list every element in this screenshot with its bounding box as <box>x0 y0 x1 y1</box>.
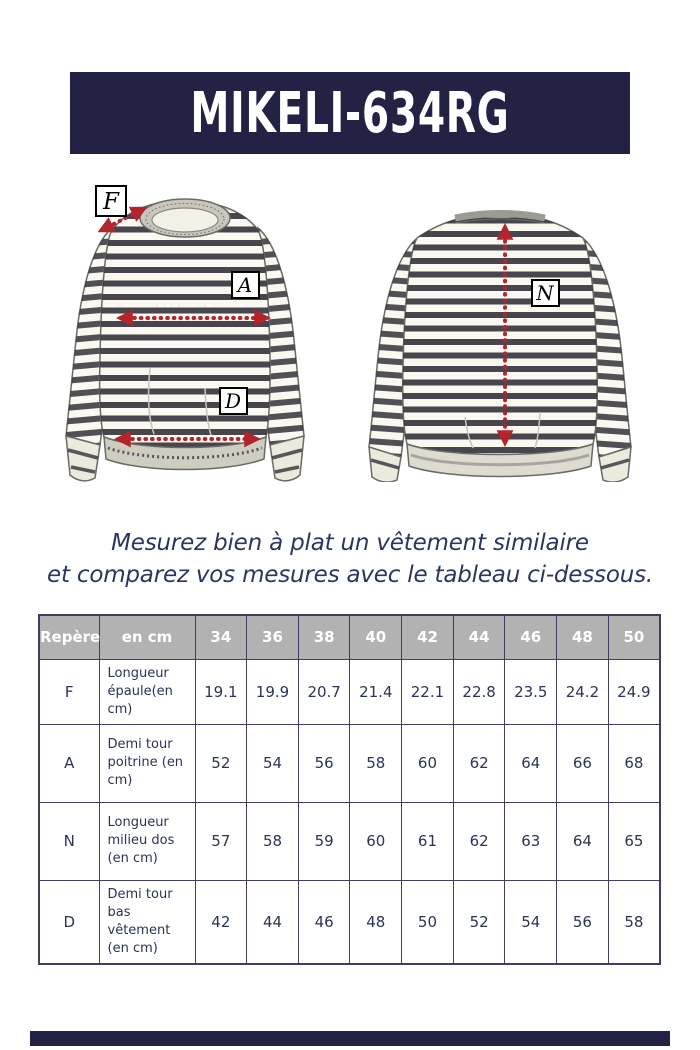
col-header-size: 42 <box>402 615 454 659</box>
instruction-line-1: Mesurez bien à plat un vêtement similaire <box>111 530 589 556</box>
size-row-A <box>39 724 660 802</box>
col-header-unit: en cm <box>99 615 195 659</box>
col-header-size: 40 <box>350 615 402 659</box>
measure-value: 24.9 <box>608 659 660 724</box>
label-A <box>232 272 259 298</box>
size-row-D <box>39 880 660 964</box>
measure-value: 19.1 <box>195 659 247 724</box>
col-header-size: 44 <box>453 615 505 659</box>
measure-value: 22.1 <box>402 659 454 724</box>
measure-value: 23.5 <box>505 659 557 724</box>
measure-value: 68 <box>608 724 660 802</box>
measure-value: 54 <box>505 880 557 964</box>
measure-value: 46 <box>298 880 350 964</box>
measure-value: 57 <box>195 802 247 880</box>
svg-text:A: A <box>237 273 253 297</box>
svg-text:D: D <box>224 389 242 413</box>
measure-label: Demi tour poitrine (en cm) <box>99 724 195 802</box>
measure-code: F <box>39 659 99 724</box>
measure-value: 54 <box>247 724 299 802</box>
col-header-size: 38 <box>298 615 350 659</box>
back-body <box>403 213 598 477</box>
measure-value: 42 <box>195 880 247 964</box>
measure-label: Longueur milieu dos (en cm) <box>99 802 195 880</box>
size-table <box>38 614 661 965</box>
measure-value: 20.7 <box>298 659 350 724</box>
measure-value: 60 <box>402 724 454 802</box>
measure-value: 63 <box>505 802 557 880</box>
col-header-size: 50 <box>608 615 660 659</box>
measure-code: N <box>39 802 99 880</box>
svg-text:F: F <box>103 189 119 215</box>
measure-value: 64 <box>505 724 557 802</box>
sweater-back-diagram <box>355 192 645 482</box>
measure-value: 64 <box>557 802 609 880</box>
measure-value: 24.2 <box>557 659 609 724</box>
measure-value: 52 <box>195 724 247 802</box>
size-table-header <box>39 615 660 659</box>
measure-value: 58 <box>247 802 299 880</box>
front-collar <box>140 199 230 237</box>
size-row-N <box>39 802 660 880</box>
header-banner <box>70 72 630 154</box>
col-header-size: 48 <box>557 615 609 659</box>
svg-text:N: N <box>536 281 554 305</box>
measure-value: 60 <box>350 802 402 880</box>
front-body <box>100 200 270 470</box>
measure-value: 22.8 <box>453 659 505 724</box>
measure-value: 44 <box>247 880 299 964</box>
measure-value: 58 <box>350 724 402 802</box>
measure-label: Longueur épaule(en cm) <box>99 659 195 724</box>
measure-label: Demi tour bas vêtement (en cm) <box>99 880 195 964</box>
measure-code: A <box>39 724 99 802</box>
col-header-repere: Repère <box>39 615 99 659</box>
instruction-line-2: et comparez vos mesures avec le tableau ci-dessous. <box>47 562 653 588</box>
measure-value: 48 <box>350 880 402 964</box>
measure-value: 65 <box>608 802 660 880</box>
measure-value: 50 <box>402 880 454 964</box>
measure-value: 59 <box>298 802 350 880</box>
col-header-size: 36 <box>247 615 299 659</box>
measure-value: 66 <box>557 724 609 802</box>
measure-value: 62 <box>453 802 505 880</box>
footer-bar <box>30 1031 670 1046</box>
measure-code: D <box>39 880 99 964</box>
col-header-size: 46 <box>505 615 557 659</box>
measure-value: 56 <box>298 724 350 802</box>
label-D <box>220 388 247 414</box>
label-F <box>96 186 126 216</box>
measure-value: 52 <box>453 880 505 964</box>
measure-value: 61 <box>402 802 454 880</box>
page-title: MIKELI-634RG <box>190 80 510 146</box>
col-header-size: 34 <box>195 615 247 659</box>
size-row-F <box>39 659 660 724</box>
measure-value: 56 <box>557 880 609 964</box>
measure-value: 21.4 <box>350 659 402 724</box>
measuring-instruction <box>0 527 700 591</box>
measure-value: 58 <box>608 880 660 964</box>
sweater-front-diagram <box>55 178 305 490</box>
label-N <box>532 280 559 306</box>
measure-value: 62 <box>453 724 505 802</box>
measure-value: 19.9 <box>247 659 299 724</box>
